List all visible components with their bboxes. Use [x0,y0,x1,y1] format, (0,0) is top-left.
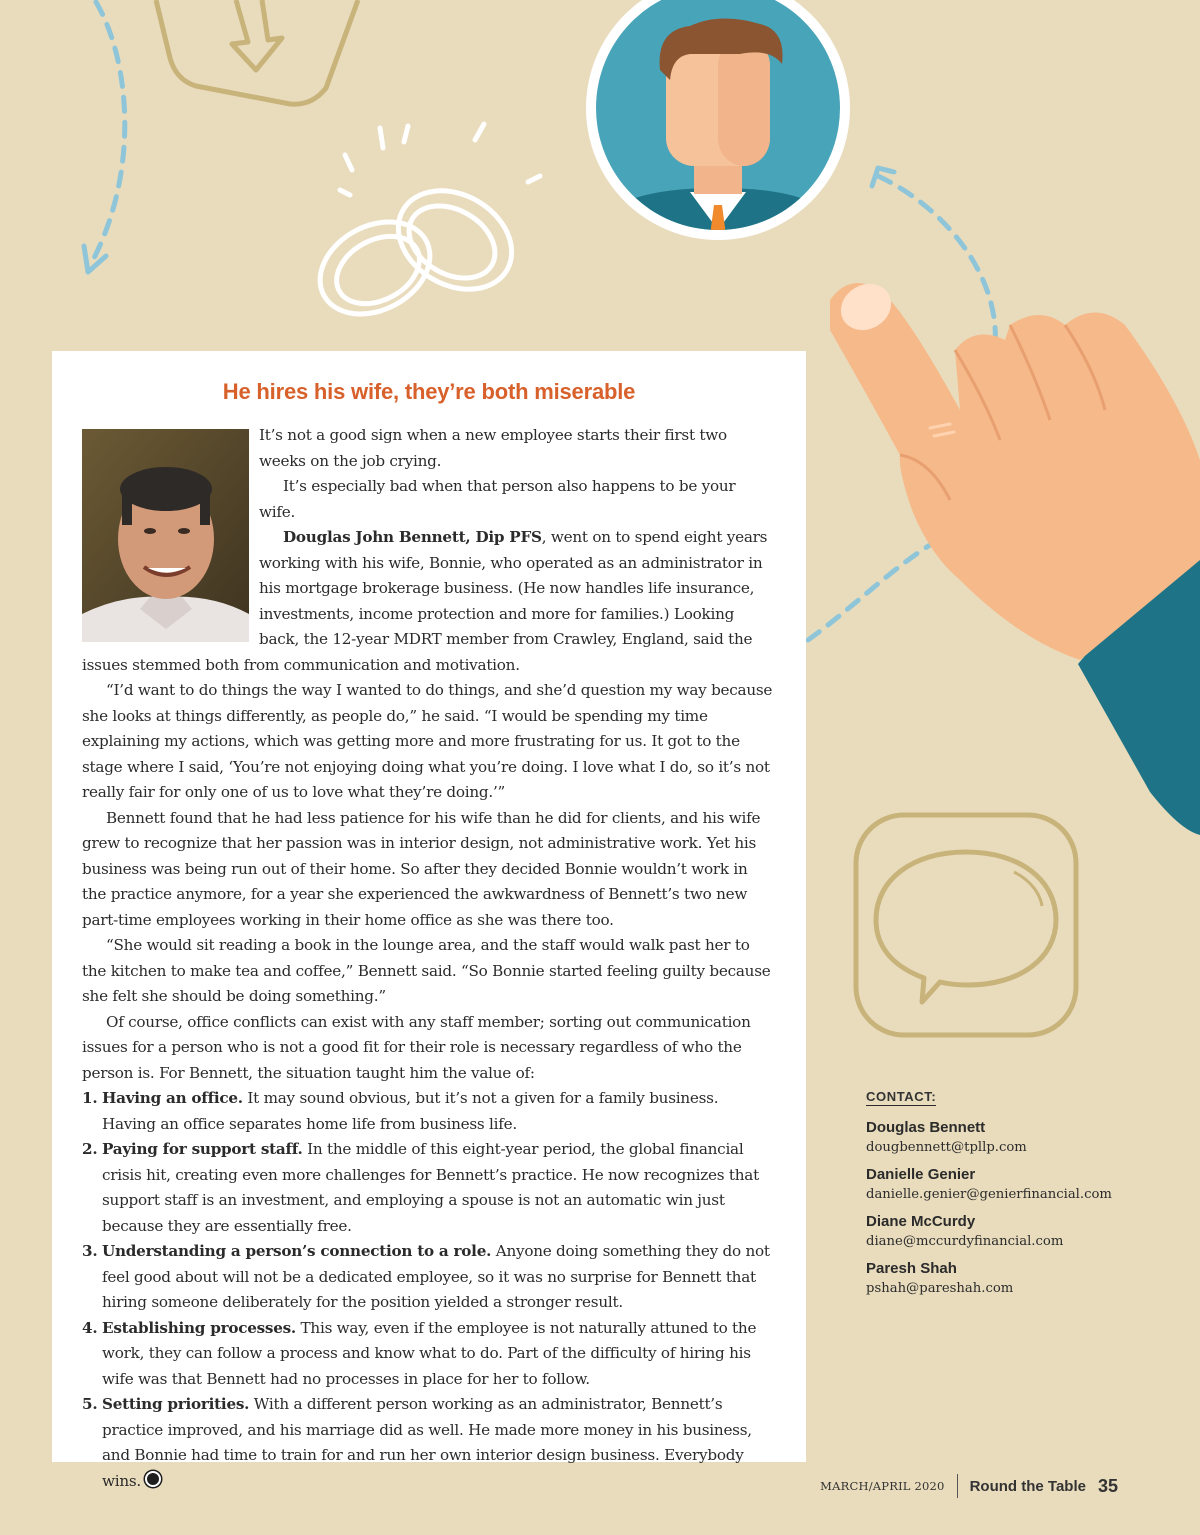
list-heading: Paying for support staff. [102,1140,303,1158]
chat-bubble-icon [856,815,1076,1035]
contact-entry [866,1165,1186,1205]
list-text: It may sound obvious, but it’s not a given for a family business. Having an office separates home life from business life. [102,1089,719,1133]
paragraph: “She would sit reading a book in the lounge area, and the staff would walk past her to the kitchen to make tea and coffee,” Bennett said. “So Bonnie started feeling guilty because she felt she should be doing something.” [82,936,771,1005]
magazine-name: Round the Table [969,1477,1086,1495]
list-item [82,1086,776,1137]
article-card [52,351,806,1490]
list-number: 2. [82,1140,98,1158]
list-item [82,1316,776,1393]
contact-name: Danielle Genier [866,1166,976,1183]
paragraph: Of course, office conflicts can exist with any staff member; sorting out communication issues for a person who is not a good fit for their role is necessary regardless of who the person is. For Bennett, the situation taught him the value of: [82,1012,751,1082]
contact-email-link[interactable]: dougbennett@tpllp.com [866,1140,1027,1155]
article-body [82,423,776,1494]
list-number: 3. [82,1242,98,1260]
list-item [82,1239,776,1316]
dashed-arrow-bottom [808,545,930,640]
list-item [82,1392,776,1494]
contact-name: Douglas Bennett [866,1119,986,1136]
contact-email-link[interactable]: pshah@pareshah.com [866,1281,1014,1296]
list-heading: Having an office. [102,1089,243,1107]
contact-entry [866,1118,1186,1158]
contact-email-link[interactable]: diane@mccurdyfinancial.com [866,1234,1064,1249]
list-text: This way, even if the employee is not naturally attuned to the work, they can follow a process and know what to do. Part of the difficulty of hiring his wife was that Bennett had no processes in place for her to follow. [102,1318,757,1388]
lessons-list [82,1086,776,1494]
footer-divider [957,1474,958,1498]
contact-heading: CONTACT: [866,1089,937,1104]
paragraph: Bennett found that he had less patience for his wife than he did for clients, and his wife grew to recognize that her passion was in interior design, not administrative work. Yet his business was being run out of their home. So after they decided Bonnie wouldn’t work in the practice anymore, for a year she experienced the awkwardness of Bennett’s two new part-time employees working in their home office as she was there too. [82,808,761,929]
contact-sidebar [866,1086,1186,1306]
page-number: 35 [1097,1475,1118,1496]
list-heading: Understanding a person’s connection to a role. [102,1242,492,1260]
contact-email-link[interactable]: danielle.genier@genierfinancial.com [866,1187,1112,1202]
name-bold: Douglas John Bennett, Dip PFS [283,528,542,546]
list-heading: Establishing processes. [102,1318,296,1337]
list-item [82,1137,776,1239]
list-text: In the middle of this eight-year period, the global financial crisis hit, creating even more challenges for Bennett’s practice. He now recognizes that support staff is an investment, and employing a spouse is not an automatic win just because they are essentially free. [102,1140,759,1235]
contact-name: Paresh Shah [866,1260,957,1277]
wedding-rings-icon [304,124,540,332]
list-heading: Setting priorities. [102,1395,250,1413]
paragraph: It’s especially bad when that person also happens to be your wife. [259,477,736,521]
list-text: Anyone doing something they do not feel good about will not be a dedicated employee, so it was no surprise for Bennett that hiring someone deliberately for the position yielded a stronger result. [102,1242,770,1311]
dashed-arrow-left [92,2,125,262]
paragraph: It’s not a good sign when a new employee starts their first two weeks on the job crying. [259,426,727,470]
paragraph-text: , went on to spend eight years working with his wife, Bonnie, who operated as an administrator in his mortgage brokerage business. (He now handles life insurance, investments, income protection and more for families.) Looking back, the 12-year MDRT member from Crawley, England, said the issues stemmed both from communication and motivation. [82,528,768,674]
man-avatar-icon [586,0,850,244]
list-text: With a different person working as an administrator, Bennett’s practice improved, and his marriage did as well. He made more money in his business, and Bonnie had time to train for and run her own interior design business. Everybody wins. [102,1395,752,1490]
contact-entry [866,1259,1186,1299]
pointing-hand-icon [830,275,1200,835]
page-footer [820,1474,1118,1498]
photo-wrap-spacer [82,423,259,652]
list-number: 5. [82,1395,98,1413]
paragraph: “I’d want to do things the way I wanted to do things, and she’d question my way because she looks at things differently, as people do,” he said. “I would be spending my time explaining my actions, which was getting more and more frustrating for us. It got to the stage where I said, ‘You’re not enjoying doing what you’re doing. I love what I do, so it’s not really fair for only one of us to love what they’re doing.’” [82,681,773,801]
cursor-icon [156,0,358,104]
issue-date: MARCH/APRIL 2020 [820,1479,945,1493]
article-title: He hires his wife, they’re both miserable [222,379,636,404]
list-number: 1. [82,1089,98,1107]
end-mark-icon [145,1471,161,1487]
contact-name: Diane McCurdy [866,1213,976,1230]
contact-entry [866,1212,1186,1252]
list-number: 4. [82,1318,98,1337]
